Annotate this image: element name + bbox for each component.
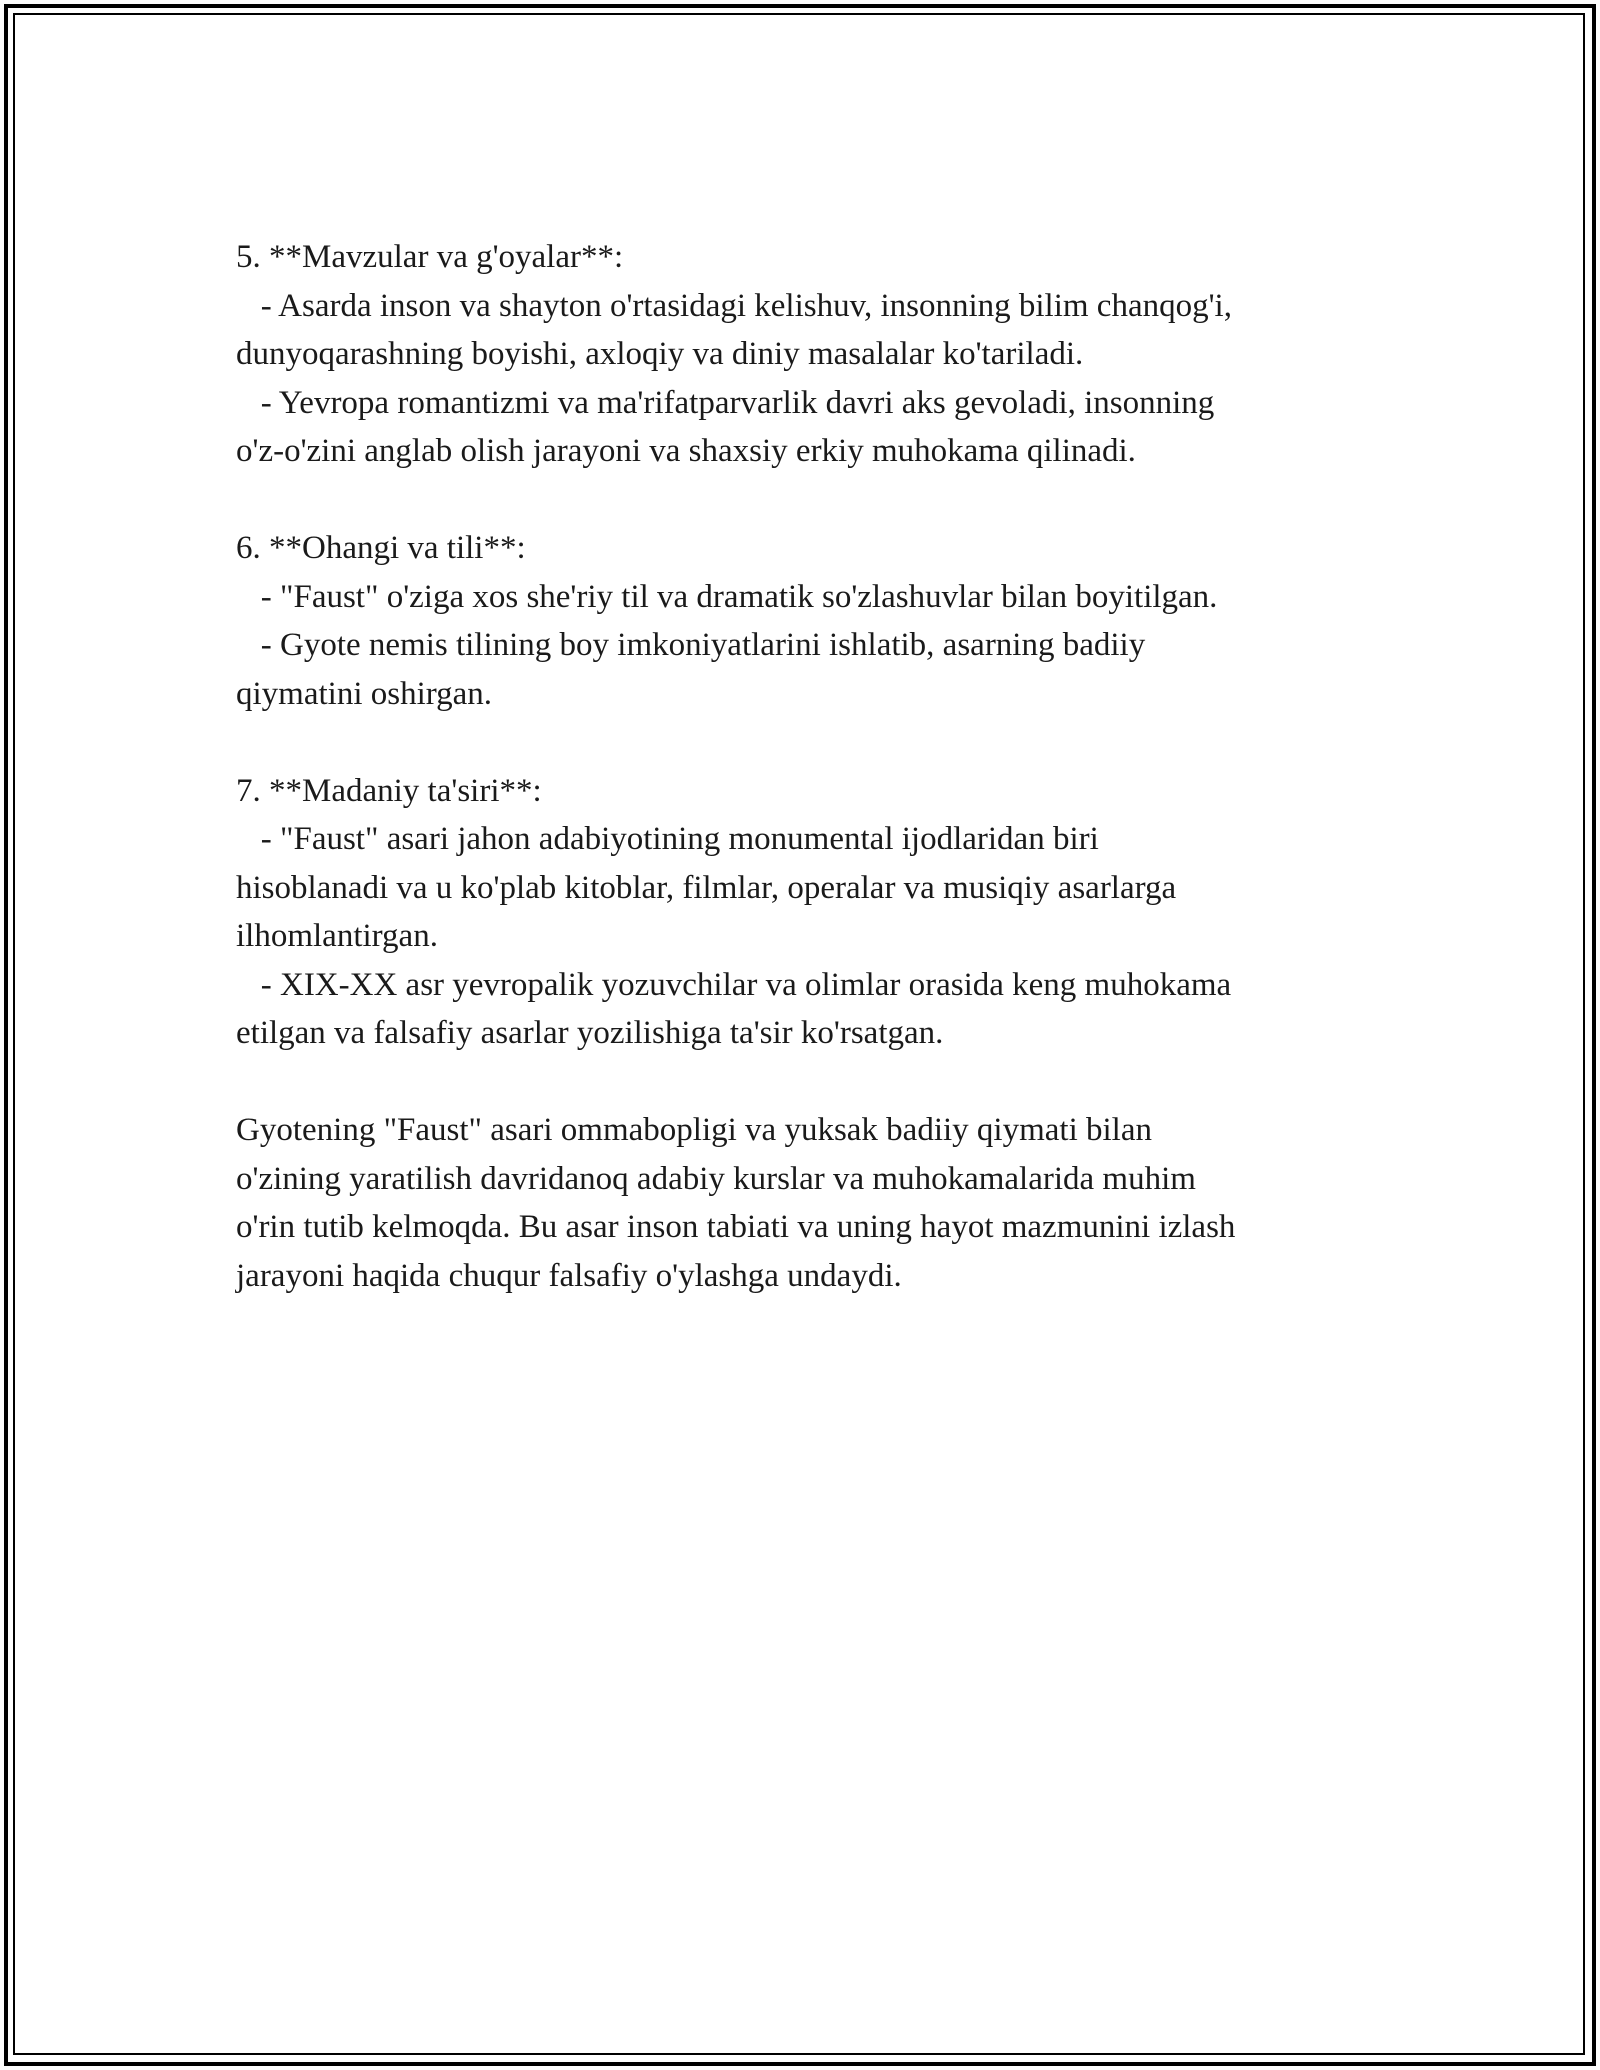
section-style-language: [236, 524, 1366, 718]
text-line: - "Faust" asari jahon adabiyotining monumental ijodlaridan biri: [236, 821, 1099, 857]
text-line: etilgan va falsafiy asarlar yozilishiga ta'sir ko'rsatgan.: [236, 1015, 944, 1051]
text-line: dunyoqarashning boyishi, axloqiy va diniy masalalar ko'tariladi.: [236, 336, 1084, 372]
section-heading: 7. **Madaniy ta'siri**:: [236, 772, 542, 809]
text-line: - Gyote nemis tilining boy imkoniyatlarini ishlatib, asarning badiiy: [236, 627, 1146, 663]
conclusion-paragraph: [236, 1106, 1366, 1300]
paragraph-gap: [236, 1058, 1366, 1107]
text-line: - "Faust" o'ziga xos she'riy til va dramatik so'zlashuvlar bilan boyitilgan.: [236, 578, 1218, 615]
text-line: ilhomlantirgan.: [236, 918, 438, 954]
document-body: [236, 233, 1366, 1300]
text-line: hisoblanadi va u ko'plab kitoblar, filmlar, operalar va musiqiy asarlarga: [236, 869, 1177, 906]
text-line: o'zining yaratilish davridanoq adabiy kurslar va muhokamalarida muhim: [236, 1160, 1196, 1197]
section-themes: [236, 233, 1366, 476]
text-line: - XIX-XX asr yevropalik yozuvchilar va olimlar orasida keng muhokama: [236, 966, 1232, 1003]
text-line: jarayoni haqida chuqur falsafiy o'ylashga undaydi.: [236, 1257, 902, 1294]
section-heading: 6. **Ohangi va tili**:: [236, 530, 526, 566]
text-line: - Yevropa romantizmi va ma'rifatparvarlik davri aks gevoladi, insonning: [236, 384, 1215, 421]
section-cultural-impact: [236, 767, 1366, 1058]
text-line: Gyotening "Faust" asari ommabopligi va yuksak badiiy qiymati bilan: [236, 1112, 1152, 1148]
section-heading: 5. **Mavzular va g'oyalar**:: [236, 239, 624, 275]
text-line: o'z-o'zini anglab olish jarayoni va shaxsiy erkiy muhokama qilinadi.: [236, 433, 1136, 469]
text-line: o'rin tutib kelmoqda. Bu asar inson tabiati va uning hayot mazmunini izlash: [236, 1209, 1236, 1245]
text-line: - Asarda inson va shayton o'rtasidagi kelishuv, insonning bilim chanqog'i,: [236, 287, 1232, 324]
paragraph-gap: [236, 718, 1366, 767]
text-line: qiymatini oshirgan.: [236, 675, 493, 712]
paragraph-gap: [236, 476, 1366, 525]
